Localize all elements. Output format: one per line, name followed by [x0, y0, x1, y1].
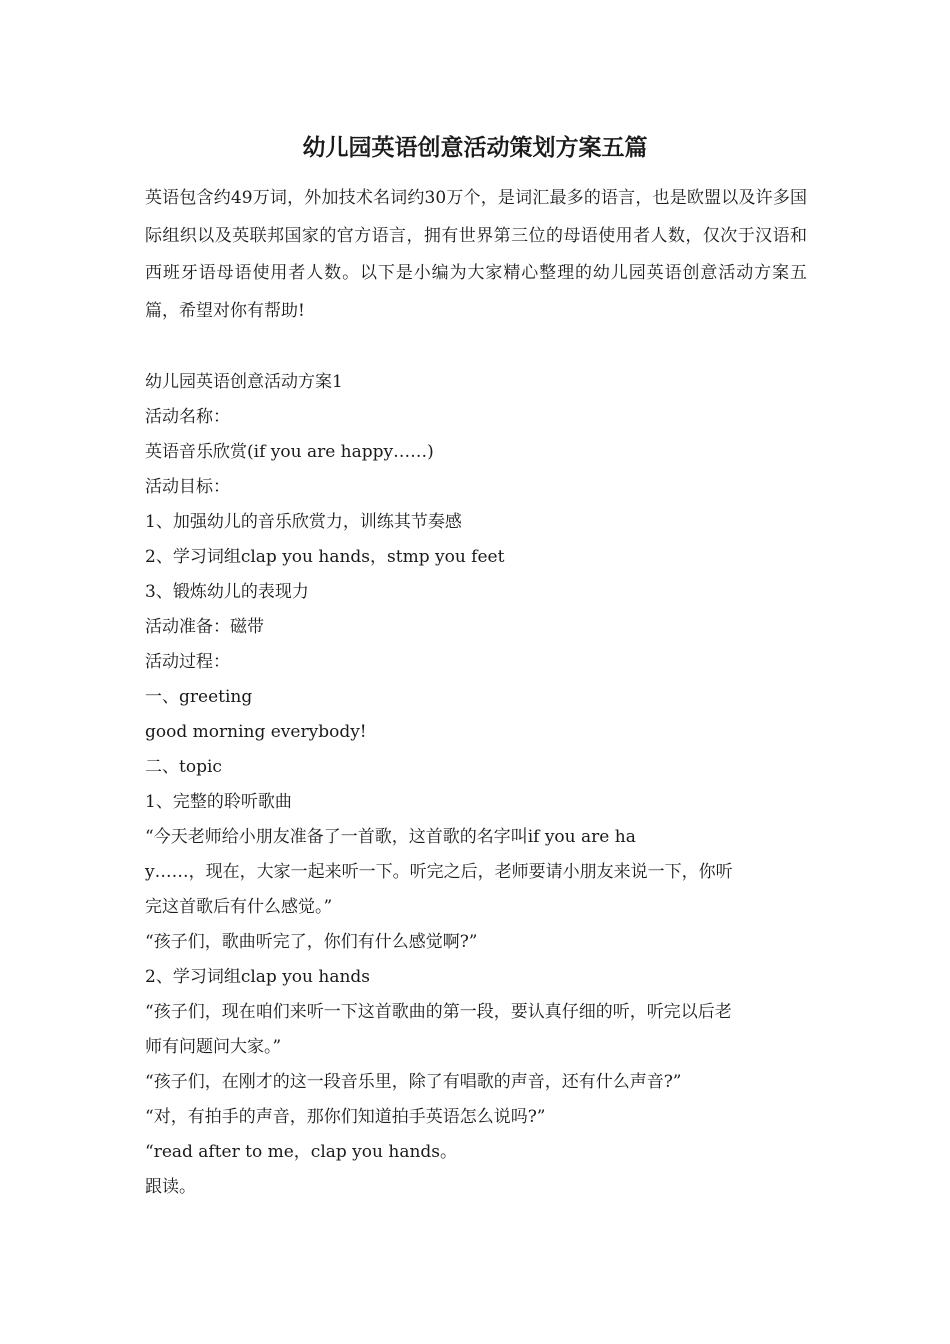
text-line: 1、完整的聆听歌曲 [145, 792, 292, 812]
text-line: 跟读。 [145, 1177, 196, 1197]
text-line: 活动准备：磁带 [145, 617, 264, 637]
text-line: 活动目标： [145, 477, 230, 497]
text-line: 1、加强幼儿的音乐欣赏力，训练其节奏感 [145, 512, 462, 532]
text-line: “孩子们，歌曲听完了，你们有什么感觉啊?” [145, 932, 478, 952]
text-line: “孩子们，现在咱们来听一下这首歌曲的第一段，要认真仔细的听，听完以后老 [145, 1002, 732, 1022]
text-line: 活动过程： [145, 652, 230, 672]
text-line: 幼儿园英语创意活动方案1 [145, 372, 343, 392]
document-body [145, 365, 807, 1205]
text-line: “今天老师给小朋友准备了一首歌，这首歌的名字叫if you are ha [145, 827, 636, 847]
text-line: 师有问题问大家。” [145, 1037, 282, 1057]
text-line: 活动名称： [145, 407, 230, 427]
text-line: 3、锻炼幼儿的表现力 [145, 582, 309, 602]
intro-paragraph: 英语包含约49万词，外加技术名词约30万个，是词汇最多的语言，也是欧盟以及许多国际组织以及英联邦国家的官方语言，拥有世界第三位的母语使用者人数，仅次于汉语和西班牙语母语使用者人数。以下是小编为大家精心整理的幼儿园英语创意活动方案五篇，希望对你有帮助! [145, 188, 807, 321]
text-line: good morning everybody! [145, 722, 367, 742]
text-line: “孩子们，在刚才的这一段音乐里，除了有唱歌的声音，还有什么声音?” [145, 1072, 682, 1092]
text-line: 2、学习词组clap you hands [145, 967, 371, 987]
text-line: “read after to me，clap you hands。 [145, 1142, 458, 1162]
text-line: 完这首歌后有什么感觉。” [145, 897, 333, 917]
text-line: 一、greeting [145, 687, 253, 707]
text-line: “对，有拍手的声音，那你们知道拍手英语怎么说吗?” [145, 1107, 546, 1127]
document-title: 幼儿园英语创意活动策划方案五篇 [302, 134, 648, 161]
text-line: 二、topic [145, 757, 222, 777]
text-line: 2、学习词组clap you hands，stmp you feet [145, 547, 505, 567]
text-line: 英语音乐欣赏(if you are happy……) [145, 442, 434, 462]
text-line: y……，现在，大家一起来听一下。听完之后，老师要请小朋友来说一下，你听 [145, 862, 733, 882]
